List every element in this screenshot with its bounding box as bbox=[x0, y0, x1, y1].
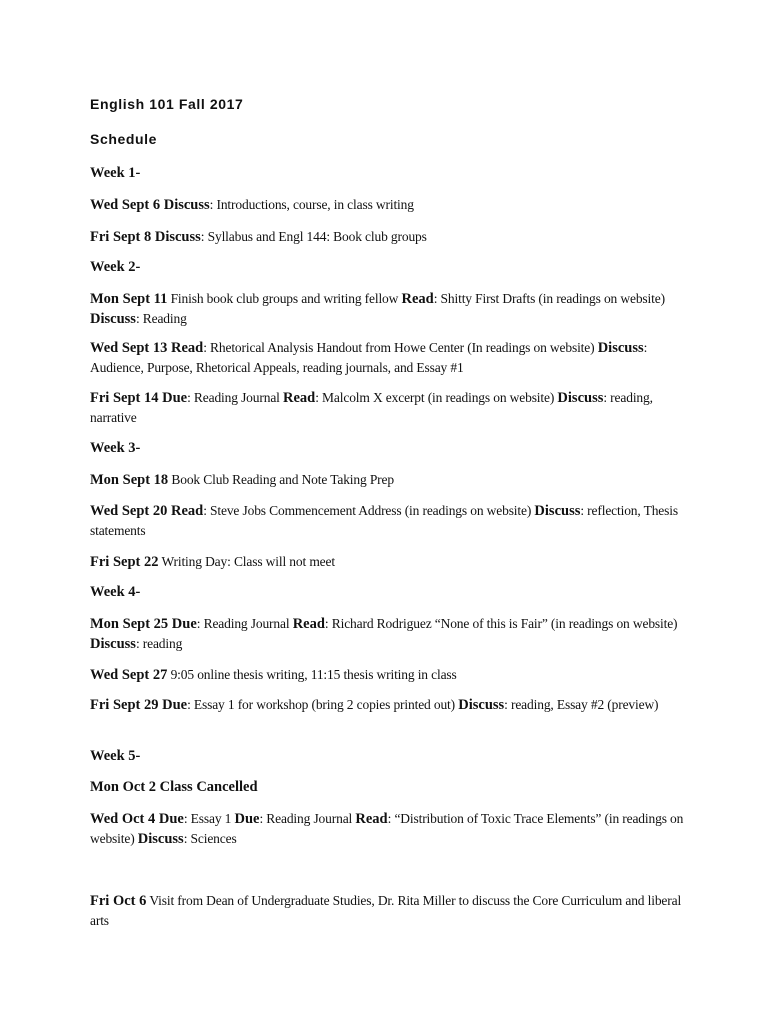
entry-keyword: Discuss bbox=[597, 340, 644, 356]
schedule-entry bbox=[90, 552, 690, 572]
entry-keyword: Read bbox=[283, 390, 316, 406]
entry-date: Mon Oct 2 Class Cancelled bbox=[90, 779, 258, 795]
entry-text: : Reading Journal bbox=[196, 616, 293, 631]
entry-text: : Rhetorical Analysis Handout from Howe Center (In readings on website) bbox=[203, 340, 598, 355]
entry-keyword: Discuss bbox=[557, 390, 604, 406]
entry-text: : Malcolm X excerpt (in readings on website) bbox=[315, 390, 558, 405]
entry-date: Fri Sept 14 bbox=[90, 390, 163, 406]
entry-text: : reading bbox=[135, 636, 183, 651]
entry-text: : Essay 1 for workshop (bring 2 copies printed out) bbox=[187, 697, 459, 712]
week-heading: Week 3- bbox=[90, 440, 141, 456]
schedule-entry bbox=[90, 470, 690, 490]
entry-text: : Syllabus and Engl 144: Book club groups bbox=[200, 229, 427, 244]
entry-text: : reading, Essay #2 (preview) bbox=[504, 697, 659, 712]
entry-keyword: Discuss bbox=[154, 229, 201, 245]
entry-text: : Reading bbox=[135, 311, 187, 326]
entry-keyword: Read bbox=[401, 291, 434, 307]
entry-keyword: Discuss bbox=[534, 503, 581, 519]
week-heading: Week 5- bbox=[90, 748, 141, 764]
entry-keyword: Read bbox=[292, 616, 325, 632]
schedule-entry bbox=[90, 614, 690, 654]
entry-text: : Essay 1 bbox=[183, 811, 235, 826]
entry-date: Fri Sept 29 bbox=[90, 697, 163, 713]
week-heading: Week 1- bbox=[90, 165, 141, 181]
schedule-entry bbox=[90, 695, 690, 715]
schedule-entry bbox=[90, 778, 690, 797]
schedule-entry bbox=[90, 338, 690, 378]
entry-keyword: Due bbox=[162, 390, 188, 406]
schedule-entry bbox=[90, 289, 690, 329]
schedule-entry bbox=[90, 809, 690, 849]
entry-text: Finish book club groups and writing fellow bbox=[167, 291, 402, 306]
entry-date: Wed Oct 4 bbox=[90, 811, 159, 827]
entry-keyword: Due bbox=[171, 616, 197, 632]
entry-date: Wed Sept 6 bbox=[90, 197, 164, 213]
entry-date: Fri Oct 6 bbox=[90, 893, 147, 909]
week-heading: Week 2- bbox=[90, 259, 141, 275]
schedule-entry bbox=[90, 501, 690, 541]
entry-date: Fri Sept 8 bbox=[90, 229, 155, 245]
schedule-entry bbox=[90, 195, 690, 215]
entry-keyword: Read bbox=[355, 811, 388, 827]
entry-keyword: Discuss bbox=[137, 831, 184, 847]
entry-keyword: Discuss bbox=[163, 197, 210, 213]
entry-date: Fri Sept 22 bbox=[90, 554, 159, 570]
entry-date: Wed Sept 20 bbox=[90, 503, 171, 519]
entry-date: Mon Sept 25 bbox=[90, 616, 172, 632]
entry-text: : Reading Journal bbox=[187, 390, 283, 405]
entry-keyword: Due bbox=[158, 811, 184, 827]
entry-date: Mon Sept 18 bbox=[90, 472, 169, 488]
entry-text: : reflection, Thesis statements bbox=[90, 503, 678, 538]
entry-keyword: Discuss bbox=[90, 311, 136, 327]
schedule-entry bbox=[90, 891, 690, 931]
entry-text: 9:05 online thesis writing, 11:15 thesis writing in class bbox=[167, 667, 457, 682]
entry-text: Writing Day: Class will not meet bbox=[158, 554, 335, 569]
entry-text: Visit from Dean of Undergraduate Studies, Dr. Rita Miller to discuss the Core Curriculum and liberal arts bbox=[90, 893, 682, 928]
entry-text: : reading, narrative bbox=[90, 390, 653, 425]
entry-keyword: Due bbox=[162, 697, 188, 713]
entry-text: : Audience, Purpose, Rhetorical Appeals, reading journals, and Essay #1 bbox=[90, 340, 648, 375]
entry-text: : Steve Jobs Commencement Address (in readings on website) bbox=[203, 503, 535, 518]
entry-keyword: Discuss bbox=[90, 636, 136, 652]
entry-text: : Richard Rodriguez “None of this is Fair” (in readings on website) bbox=[324, 616, 678, 631]
entry-date: Wed Sept 13 bbox=[90, 340, 171, 356]
entry-date: Mon Sept 11 bbox=[90, 291, 168, 307]
schedule-title: Schedule bbox=[90, 131, 158, 147]
entry-text: : “Distribution of Toxic Trace Elements” (in readings on website) bbox=[90, 811, 684, 846]
schedule-entry bbox=[90, 227, 690, 247]
schedule-entry bbox=[90, 388, 690, 428]
schedule-entry bbox=[90, 665, 690, 685]
entry-date: Wed Sept 27 bbox=[90, 667, 168, 683]
entry-text: : Shitty First Drafts (in readings on website) bbox=[433, 291, 665, 306]
entry-keyword: Due bbox=[234, 811, 260, 827]
entry-keyword: Discuss bbox=[458, 697, 505, 713]
course-title: English 101 Fall 2017 bbox=[90, 96, 244, 112]
entry-text: : Reading Journal bbox=[259, 811, 356, 826]
entry-text: : Introductions, course, in class writing bbox=[209, 197, 414, 212]
entry-text: : Sciences bbox=[183, 831, 237, 846]
week-heading: Week 4- bbox=[90, 584, 141, 600]
entry-text: Book Club Reading and Note Taking Prep bbox=[168, 472, 394, 487]
entry-keyword: Read bbox=[170, 503, 204, 519]
entry-keyword: Read bbox=[170, 340, 204, 356]
